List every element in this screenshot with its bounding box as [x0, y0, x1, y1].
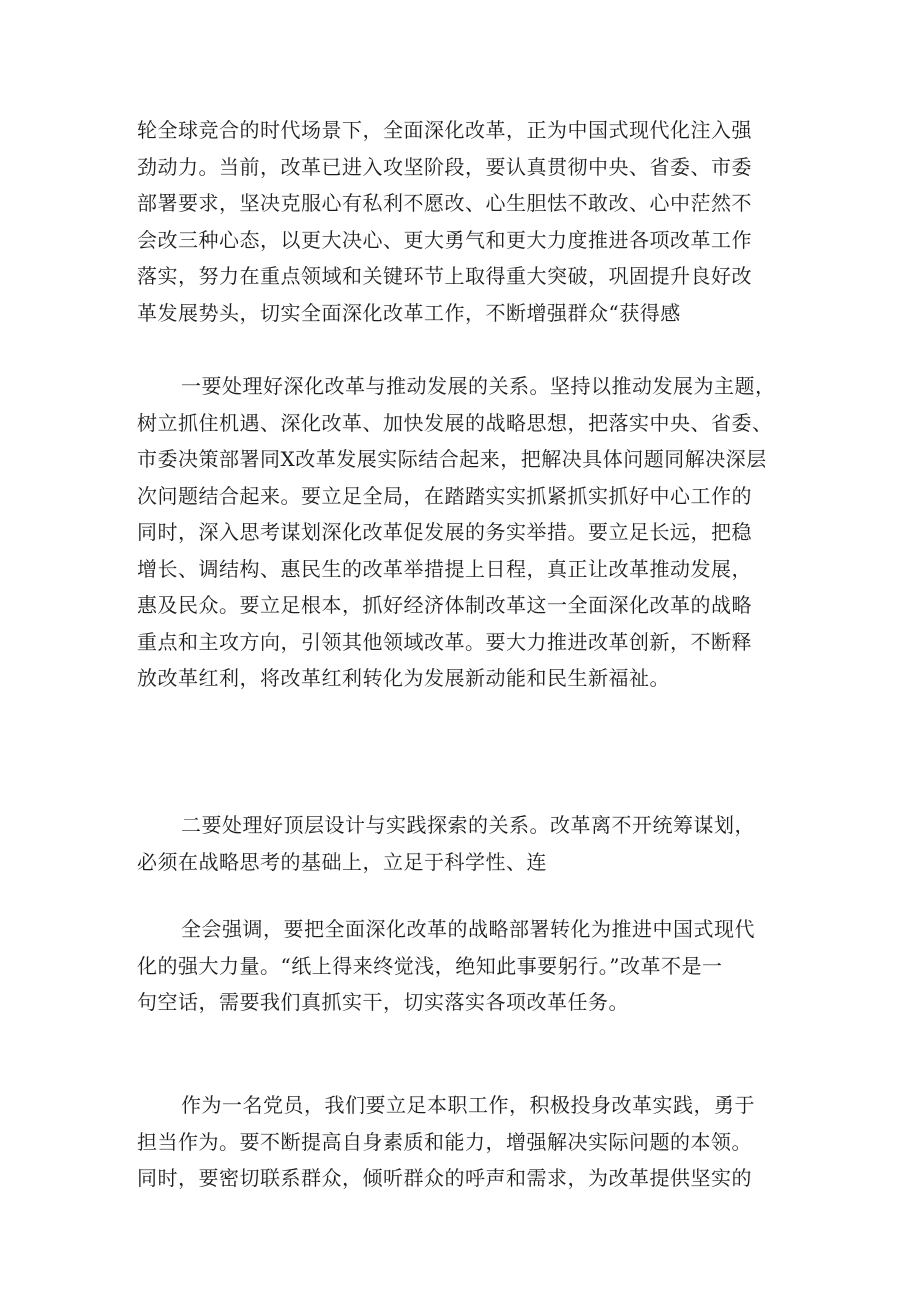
- paragraph-5: [137, 1087, 797, 1197]
- text-line: 增长、调结构、惠民生的改革举措提上日程，真正让改革推动发展，: [137, 556, 752, 581]
- text-line: 二要处理好顶层设计与实践探索的关系。改革离不开统筹谋划，: [181, 813, 755, 837]
- text-line: 必须在战略思考的基础上，立足于科学性、连: [137, 849, 547, 874]
- text-line: 同时，深入思考谋划深化改革促发展的务实举措。要立足长远，把稳: [137, 520, 752, 544]
- text-line: 作为一名党员，我们要立足本职工作，积极投身改革实践，勇于: [181, 1093, 755, 1117]
- text-line: 放改革红利，将改革红利转化为发展新动能和民生新福祉。: [137, 666, 670, 690]
- text-line: 一要处理好深化改革与推动发展的关系。坚持以推动发展为主题，: [181, 374, 776, 398]
- text-line: 革发展势头，切实全面深化改革工作，不断增强群众“获得感: [137, 300, 681, 325]
- text-line: 句空话，需要我们真抓实干，切实落实各项改革任务。: [137, 990, 629, 1014]
- text-line: 次问题结合起来。要立足全局，在踏踏实实抓紧抓实抓好中心工作的: [137, 483, 752, 508]
- text-line: 轮全球竞合的时代场景下，全面深化改革，正为中国式现代化注入强: [137, 118, 752, 142]
- text-line: 部署要求，坚决克服心有私利不愿改、心生胆怯不敢改、心中茫然不: [137, 191, 752, 215]
- paragraph-2: [137, 368, 797, 697]
- text-line: 树立抓住机遇、深化改革、加快发展的战略思想，把落实中央、省委、: [137, 410, 773, 435]
- text-line: 劲动力。当前，改革已进入攻坚阶段，要认真贯彻中央、省委、市委: [137, 154, 752, 179]
- text-line: 化的强大力量。“纸上得来终觉浅，绝知此事要躬行。”改革不是一: [137, 953, 723, 978]
- text-line: 重点和主攻方向，引领其他领域改革。要大力推进改革创新，不断释: [137, 629, 752, 654]
- text-line: 同时，要密切联系群众，倾听群众的呼声和需求，为改革提供坚实的: [137, 1166, 752, 1190]
- text-line: 全会强调，要把全面深化改革的战略部署转化为推进中国式现代: [181, 917, 755, 941]
- text-line: 会改三种心态，以更大决心、更大勇气和更大力度推进各项改革工作: [137, 227, 752, 252]
- paragraph-3: [137, 807, 797, 880]
- paragraph-4: [137, 911, 797, 1021]
- text-line: 担当作为。要不断提高自身素质和能力，增强解决实际问题的本领。: [137, 1129, 752, 1154]
- paragraph-1: [137, 112, 797, 331]
- text-line: 惠及民众。要立足根本，抓好经济体制改革这一全面深化改革的战略: [137, 593, 752, 617]
- text-line: 市委决策部署同X改革发展实际结合起来，把解决具体问题同解决深层: [137, 447, 767, 471]
- text-line: 落实，努力在重点领域和关键环节上取得重大突破，巩固提升良好改: [137, 264, 752, 288]
